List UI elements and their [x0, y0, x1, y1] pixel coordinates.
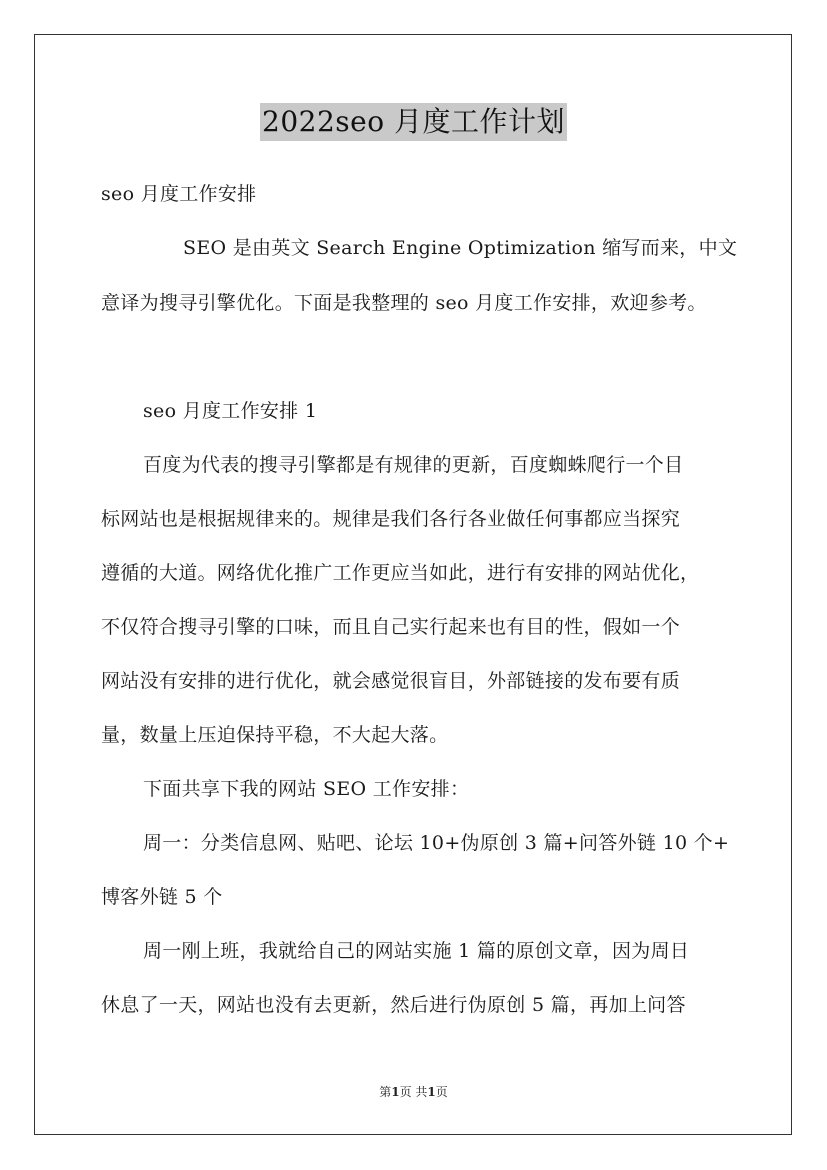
- paragraph-line: 量，数量上压迫保持平稳，不大起大落。: [101, 724, 449, 746]
- title-container: [0, 103, 827, 141]
- document-title: 2022seo 月度工作计划: [260, 103, 567, 141]
- paragraph-line: 意译为搜寻引擎优化。下面是我整理的 seo 月度工作安排，欢迎参考。: [101, 292, 707, 314]
- footer-suffix: 页: [435, 1085, 448, 1099]
- section-heading: seo 月度工作安排: [101, 183, 257, 205]
- footer-mid: 页 共: [399, 1085, 428, 1099]
- paragraph-line: 遵循的大道。网络优化推广工作更应当如此，进行有安排的网站优化，: [101, 562, 700, 584]
- paragraph-line: 周一：分类信息网、贴吧、论坛 10+伪原创 3 篇+问答外链 10 个+: [143, 832, 730, 854]
- footer-page-total: 1: [427, 1085, 436, 1099]
- paragraph-line: 休息了一天，网站也没有去更新，然后进行伪原创 5 篇，再加上问答: [101, 994, 686, 1016]
- paragraph-line: 不仅符合搜寻引擎的口味，而且自己实行起来也有目的性，假如一个: [101, 616, 681, 638]
- paragraph-line: 周一刚上班，我就给自己的网站实施 1 篇的原创文章，因为周日: [143, 940, 690, 962]
- paragraph-line: 下面共享下我的网站 SEO 工作安排：: [143, 778, 470, 800]
- paragraph-line: 博客外链 5 个: [101, 886, 223, 908]
- paragraph-line: 标网站也是根据规律来的。规律是我们各行各业做任何事都应当探究: [101, 508, 681, 530]
- page-footer: [0, 1084, 827, 1100]
- footer-page-current: 1: [391, 1085, 400, 1099]
- footer-prefix: 第: [379, 1085, 392, 1099]
- paragraph-line: 百度为代表的搜寻引擎都是有规律的更新，百度蜘蛛爬行一个目: [143, 454, 684, 476]
- paragraph-line: 网站没有安排的进行优化，就会感觉很盲目，外部链接的发布要有质: [101, 670, 681, 692]
- paragraph-line: SEO 是由英文 Search Engine Optimization 缩写而来，中文: [183, 237, 738, 259]
- subsection-heading: seo 月度工作安排 1: [143, 400, 318, 422]
